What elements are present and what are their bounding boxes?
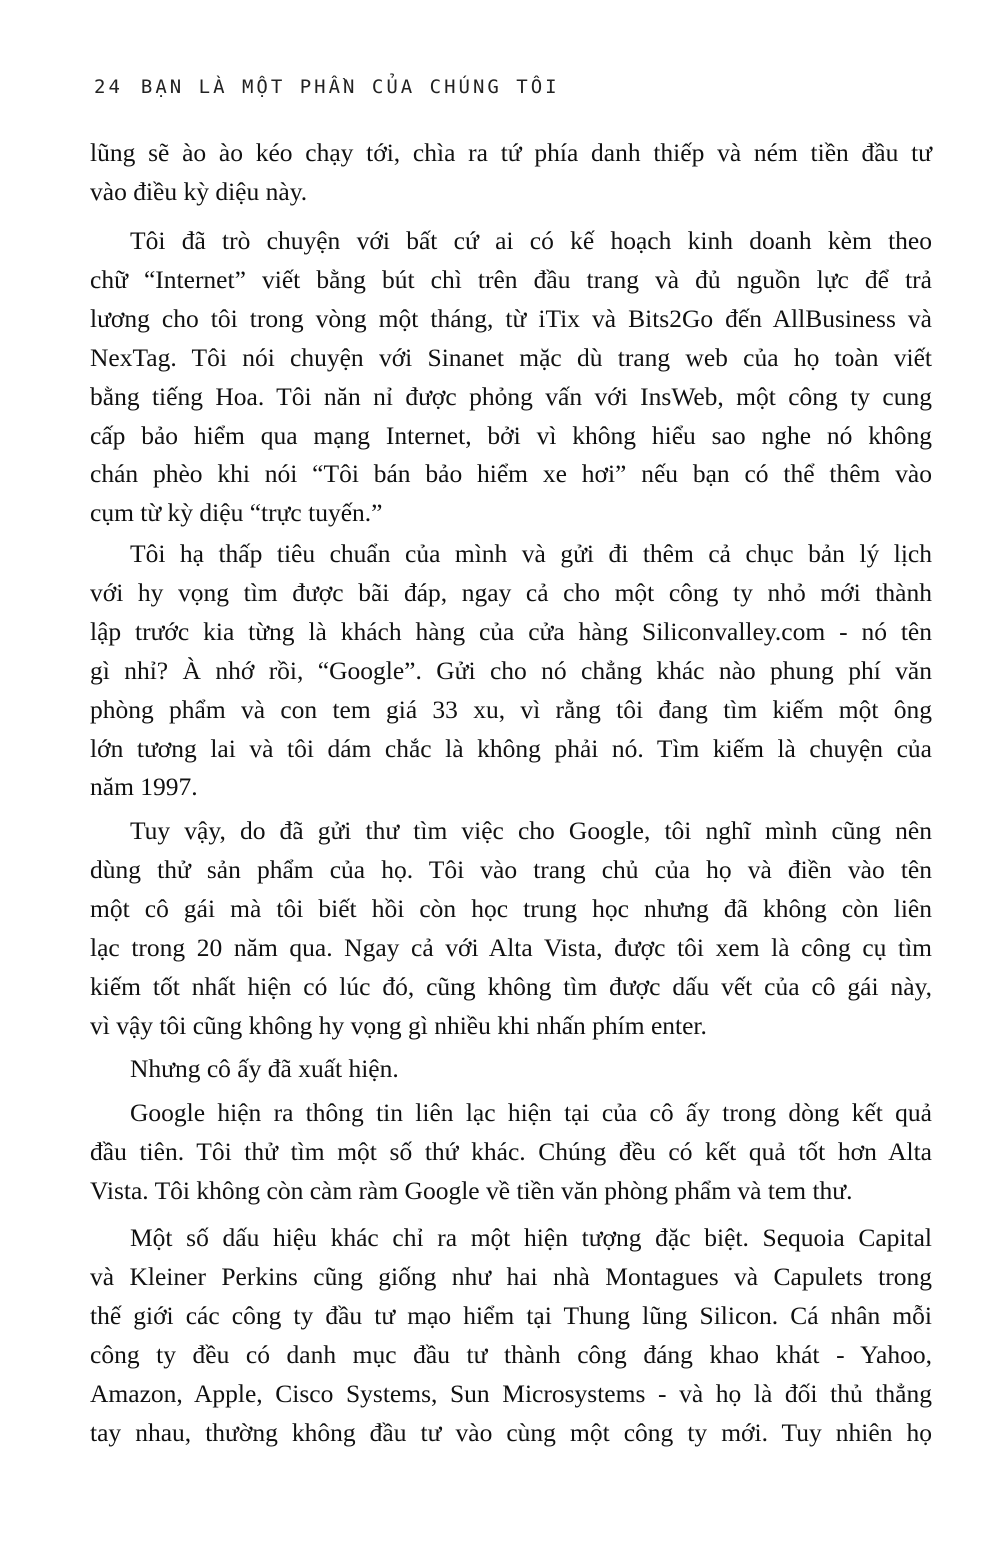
text-line: phòng phẩm và con tem giá 33 xu, vì rằng tôi đang tìm kiếm một ông: [90, 694, 932, 724]
text-line: lập trước kia từng là khách hàng của cửa hàng Siliconvalley.com - nó tên: [90, 616, 932, 646]
text-line: bằng tiếng Hoa. Tôi năn nỉ được phỏng vấn với InsWeb, một công ty cung: [90, 381, 932, 411]
text-line: kiếm tốt nhất hiện có lúc đó, cũng không tìm được dấu vết của cô gái này,: [90, 971, 932, 1001]
text-line: Nhưng cô ấy đã xuất hiện.: [130, 1054, 399, 1083]
text-line: lạc trong 20 năm qua. Ngay cả với Alta Vista, được tôi xem là công cụ tìm: [90, 932, 932, 962]
text-line: lũng sẽ ào ào kéo chạy tới, chìa ra tứ phía danh thiếp và ném tiền đầu tư: [90, 138, 932, 167]
text-line: vì vậy tôi cũng không hy vọng gì nhiều khi nhấn phím enter.: [90, 1010, 707, 1040]
text-line: thế giới các công ty đầu tư mạo hiểm tại Thung lũng Silicon. Cá nhân mỗi: [90, 1300, 932, 1330]
text-line: lớn tương lai và tôi dám chắc là không phải nó. Tìm kiếm là chuyện của: [90, 733, 932, 763]
running-header: [94, 76, 560, 98]
text-line: và Kleiner Perkins cũng giống như hai nhà Montagues và Capulets trong: [90, 1261, 932, 1291]
text-line: cụm từ kỳ diệu “trực tuyến.”: [90, 498, 383, 528]
text-line: Amazon, Apple, Cisco Systems, Sun Microsystems - và họ là đối thủ thẳng: [90, 1378, 932, 1408]
page-number: 24: [94, 76, 123, 98]
text-line: gì nhỉ? À nhớ rồi, “Google”. Gửi cho nó chẳng khác nào phung phí văn: [90, 655, 932, 685]
text-line: chán phèo khi nói “Tôi bán bảo hiểm xe hơi” nếu bạn có thể thêm vào: [90, 459, 932, 489]
running-title: BẠN LÀ MỘT PHẦN CỦA CHÚNG TÔI: [140, 76, 560, 98]
text-line: với hy vọng tìm được bãi đáp, ngay cả cho một công ty nhỏ mới thành: [90, 577, 932, 607]
text-line: Tuy vậy, do đã gửi thư tìm việc cho Google, tôi nghĩ mình cũng nên: [130, 816, 932, 845]
text-line: tay nhau, thường không đầu tư vào cùng một công ty mới. Tuy nhiên họ: [90, 1417, 932, 1447]
text-line: công ty đều có danh mục đầu tư thành công đáng khao khát - Yahoo,: [90, 1339, 932, 1369]
text-line: Google hiện ra thông tin liên lạc hiện tại của cô ấy trong dòng kết quả: [130, 1098, 932, 1127]
text-line: Tôi hạ thấp tiêu chuẩn của mình và gửi đi thêm cả chục bản lý lịch: [130, 539, 932, 568]
text-line: dùng thử sản phẩm của họ. Tôi vào trang chủ của họ và điền vào tên: [90, 854, 932, 884]
text-line: NexTag. Tôi nói chuyện với Sinanet mặc dù trang web của họ toàn viết: [90, 342, 932, 372]
text-line: lương cho tôi trong vòng một tháng, từ iTix và Bits2Go đến AllBusiness và: [90, 303, 932, 333]
text-line: Tôi đã trò chuyện với bất cứ ai có kế hoạch kinh doanh kèm theo: [130, 226, 932, 255]
text-line: Một số dấu hiệu khác chỉ ra một hiện tượng đặc biệt. Sequoia Capital: [130, 1223, 932, 1252]
text-line: một cô gái mà tôi biết hồi còn học trung học nhưng đã không còn liên: [90, 893, 932, 923]
text-line: Vista. Tôi không còn càm ràm Google về tiền văn phòng phẩm và tem thư.: [90, 1175, 853, 1205]
text-line: năm 1997.: [90, 772, 198, 802]
text-line: chữ “Internet” viết bằng bút chì trên đầu trang và đủ nguồn lực để trả: [90, 264, 932, 294]
text-line: cấp bảo hiểm qua mạng Internet, bởi vì không hiểu sao nghe nó không: [90, 420, 932, 450]
text-line: đầu tiên. Tôi thử tìm một số thứ khác. Chúng đều có kết quả tốt hơn Alta: [90, 1136, 932, 1166]
text-line: vào điều kỳ diệu này.: [90, 176, 308, 206]
